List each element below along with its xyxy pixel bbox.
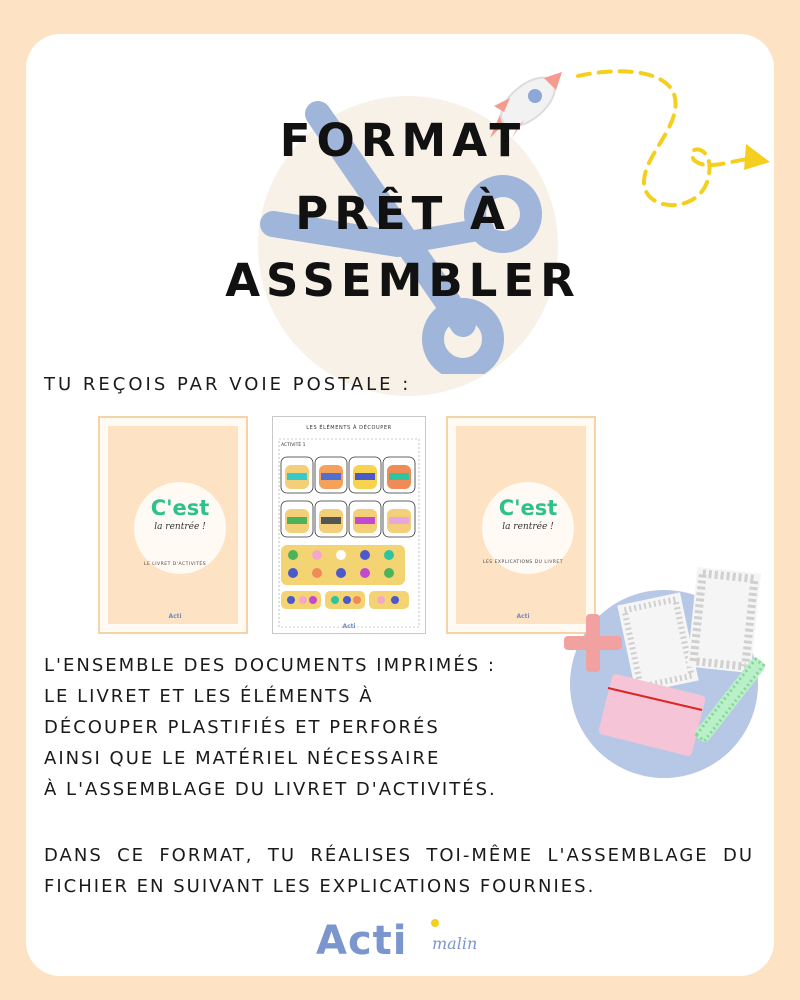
cutouts-illustration [273, 417, 425, 633]
explanations-rentree-text: la rentrée ! [502, 522, 554, 532]
section-heading: TU REÇOIS PAR VOIE POSTALE : [44, 374, 412, 395]
paint-palette-rows [281, 545, 409, 609]
cover-subtitle: LE LIVRET D'ACTIVITÉS [143, 562, 207, 567]
title-line-3: ASSEMBLER [225, 254, 581, 307]
brand-logo-name: Acti [316, 918, 408, 964]
sheet-logo: Acti [342, 623, 356, 630]
paragraph-line: AINSI QUE LE MATÉRIEL NÉCESSAIRE [44, 748, 441, 769]
backpack-row-1 [281, 457, 415, 493]
explanations-cest-text: C'est [498, 496, 558, 520]
cover-rentree-text: la rentrée ! [154, 522, 206, 532]
title-line-1: FORMAT [279, 114, 527, 167]
paragraph-line: LE LIVRET ET LES ÉLÉMENTS À [44, 686, 374, 707]
brand-logo-suffix: malin [432, 934, 478, 953]
explanations-subtitle: LES EXPLICATIONS DU LIVRET [482, 560, 564, 565]
sparkle-icon [428, 916, 442, 930]
sheet-title: LES ÉLÉMENTS À DÉCOUPER [306, 425, 392, 431]
contents-paragraph [44, 650, 604, 805]
cover-logo: Acti [168, 613, 182, 620]
title-line-2: PRÊT À [295, 187, 511, 240]
sheet-activity-label: ACTIVITÉ 1 [281, 443, 306, 448]
booklet-cover-thumbnail [98, 416, 248, 634]
backpack-row-2 [281, 501, 415, 537]
paragraph-line: DÉCOUPER PLASTIFIÉS ET PERFORÉS [44, 717, 440, 738]
explanations-logo: Acti [516, 613, 530, 620]
paragraph-line: L'ENSEMBLE DES DOCUMENTS IMPRIMÉS : [44, 655, 496, 676]
poster-card [26, 34, 774, 976]
assembly-paragraph: DANS CE FORMAT, TU RÉALISES TOI-MÊME L'ASSEMBLAGE DU FICHIER EN SUIVANT LES EXPLICATIONS FOURNIES. [44, 845, 754, 897]
cutouts-sheet-thumbnail [272, 416, 426, 634]
cover-cest-text: C'est [150, 496, 210, 520]
paragraph-line: À L'ASSEMBLAGE DU LIVRET D'ACTIVITÉS. [44, 779, 497, 800]
